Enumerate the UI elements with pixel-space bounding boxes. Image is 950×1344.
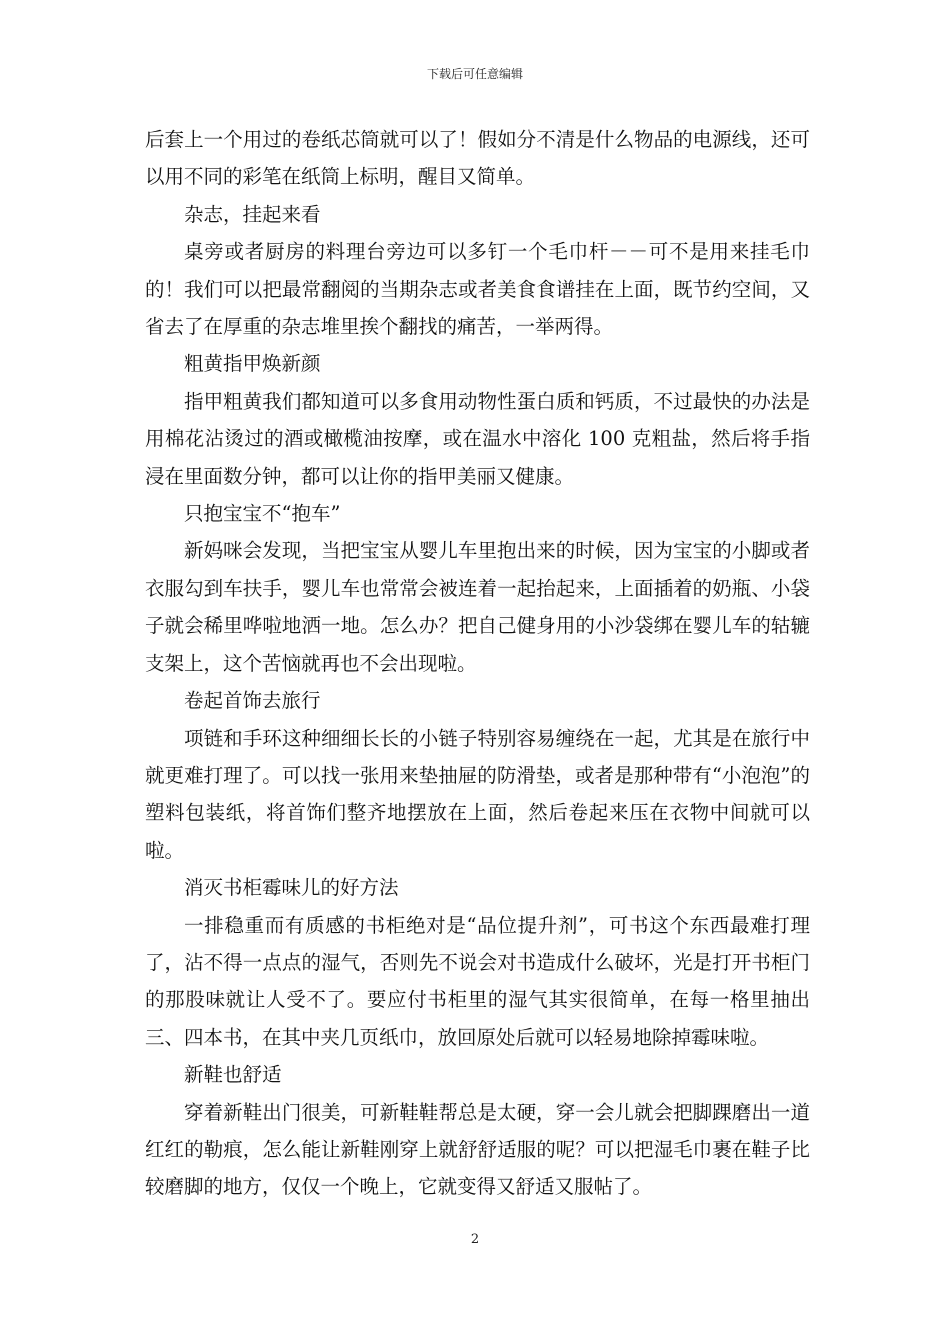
document-body bbox=[145, 121, 810, 1206]
section-heading: 卷起首饰去旅行 bbox=[184, 689, 321, 713]
paragraph: 一排稳重而有质感的书柜绝对是“品位提升剂”，可书这个东西最难打理了，沾不得一点点的湿气，否则先不说会对书造成什么破坏，光是打开书柜门的那股味就让人受不了。要应付书柜里的湿气其实很简单，在每一格里抽出三、四本书，在其中夹几页纸巾，放回原处后就可以轻易地除掉霉味啦。 bbox=[145, 913, 810, 1049]
section-heading: 只抱宝宝不“抱车” bbox=[184, 502, 341, 526]
section-heading: 新鞋也舒适 bbox=[184, 1063, 282, 1087]
paragraph: 新妈咪会发现，当把宝宝从婴儿车里抱出来的时候，因为宝宝的小脚或者衣服勾到车扶手，婴儿车也常常会被连着一起抬起来，上面插着的奶瓶、小袋子就会稀里哗啦地洒一地。怎么办？把自己健身用的小沙袋绑在婴儿车的轱辘支架上，这个苦恼就再也不会出现啦。 bbox=[145, 539, 810, 675]
page-footer bbox=[0, 1232, 950, 1248]
section-heading: 粗黄指甲焕新颜 bbox=[184, 352, 321, 376]
paragraph: 指甲粗黄我们都知道可以多食用动物性蛋白质和钙质，不过最快的办法是用棉花沾烫过的酒或橄榄油按摩，或在温水中溶化 100 克粗盐，然后将手指浸在里面数分钟，都可以让你的指甲美丽又健康。 bbox=[145, 389, 810, 488]
page-number: 2 bbox=[470, 1232, 480, 1247]
header-text: 下载后可任意编辑 bbox=[426, 67, 523, 81]
paragraph: 桌旁或者厨房的料理台旁边可以多钉一个毛巾杆－－可不是用来挂毛巾的！我们可以把最常翻阅的当期杂志或者美食食谱挂在上面，既节约空间，又省去了在厚重的杂志堆里挨个翻找的痛苦，一举两得。 bbox=[145, 240, 810, 339]
paragraph: 项链和手环这种细细长长的小链子特别容易缠绕在一起，尤其是在旅行中就更难打理了。可以找一张用来垫抽屉的防滑垫，或者是那种带有“小泡泡”的塑料包装纸，将首饰们整齐地摆放在上面，然后卷起来压在衣物中间就可以啦。 bbox=[145, 726, 810, 862]
paragraph-continuation: 后套上一个用过的卷纸芯筒就可以了！假如分不清是什么物品的电源线，还可以用不同的彩笔在纸筒上标明，醒目又简单。 bbox=[145, 128, 810, 189]
page-header bbox=[0, 66, 950, 82]
section-heading: 消灭书柜霉味儿的好方法 bbox=[184, 876, 399, 900]
paragraph: 穿着新鞋出门很美，可新鞋鞋帮总是太硬，穿一会儿就会把脚踝磨出一道红红的勒痕，怎么能让新鞋刚穿上就舒舒适服的呢？可以把湿毛巾裹在鞋子比较磨脚的地方，仅仅一个晚上，它就变得又舒适又服帖了。 bbox=[145, 1100, 810, 1199]
section-heading: 杂志，挂起来看 bbox=[184, 202, 321, 226]
